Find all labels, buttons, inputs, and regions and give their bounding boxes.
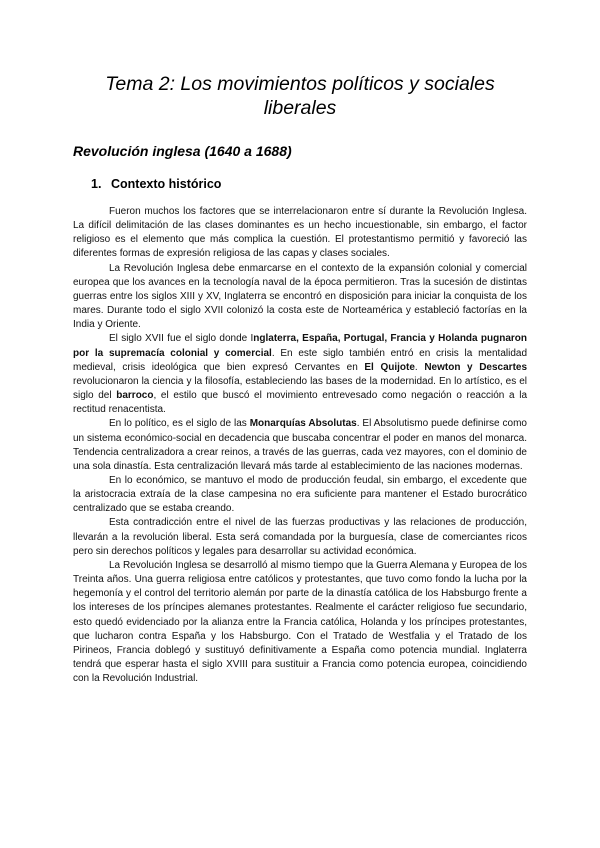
paragraph-3: El siglo XVII fue el siglo donde Inglaterra, España, Portugal, Francia y Holanda pugnaron por la supremacía colonial y comercial. En este siglo también entró en crisis la mentalidad medieval, crisis ideológica que bien expresó Cervantes en El Quijote. Newton y Descartes revolucionaron la ciencia y la filosofía, estableciendo las bases de la modernidad. En lo artístico, es el siglo del barroco, el estilo que buscó el movimiento entrevesado como negación o reacción a la rectitud renacentista. [73,333,528,416]
paragraph-2: La Revolución Inglesa debe enmarcarse en el contexto de la expansión colonial y comercial europea que los avances en la tecnología naval de la época permitieron. Tras la sucesión de distintas guerras entre los siglos XIII y XV, Inglaterra se encontró en disposición para iniciar la conquista de los mares. Durante todo el siglo XVII colonizó la costa este de Norteamérica y estableció factorías en la India y Oriente. [73,262,527,331]
section-number: 1. [91,177,102,191]
paragraph-1: Fueron muchos los factores que se interrelacionaron entre sí durante la Revolución Inglesa. La difícil delimitación de las clases dominantes es un hecho incuestionable, sin embargo, el factor religioso es el elemento que más complica la cuestión. El protestantismo permitió y favoreció las diferentes formas de expresión religiosa de las capas y clases sociales. [73,206,527,260]
paragraph-4: En lo político, es el siglo de las Monarquías Absolutas. El Absolutismo puede definirse como un sistema económico-social en decadencia que buscaba concentrar el poder en manos del monarca. Tendencia centralizadora a crear reinos, a través de las guerras, cada vez mayores, con el dominio de una sola dinastía. Esta centralización llevará más tarde al establecimiento de las naciones modernas. [73,418,527,472]
subtitle: Revolución inglesa (1640 a 1688) [73,143,292,159]
paragraph-7: La Revolución Inglesa se desarrolló al mismo tiempo que la Guerra Alemana y Europea de los Treinta años. Una guerra religiosa entre católicos y protestantes, que tuvo como fondo la lucha por la hegemonía y el control del territorio alemán por parte de la dinastía católica de los Habsburgo frente a los intereses de los príncipes alemanes protestantes. Realmente el carácter religioso fue secundario, esto quedó evidenciado por la alianza entre la Francia católica, Holanda y los príncipes protestantes, que lucharon contra España y los Habsburgo. Con el Tratado de Westfalia y el Tratado de los Pirineos, Francia doblegó y sustituyó definitivamente a España como potencia mundial. Inglaterra tendrá que esperar hasta el siglo XVIII para sustituir a Francia como potencia europea, coincidiendo con la Revolución Industrial. [73,559,527,685]
paragraph-5: En lo económico, se mantuvo el modo de producción feudal, sin embargo, el excedente que la aristocracia extraía de la clase campesina no era suficiente para mantener el Estado burocrático centralizado que se estaba creando. [73,474,527,515]
section-title: Contexto histórico [111,177,222,191]
paragraph-6: Esta contradicción entre el nivel de las fuerzas productivas y las relaciones de producción, llevarán a la revolución liberal. Esta será comandada por la burguesía, clase de comerciantes ricos pero sin derechos políticos y legales para desarrollar su actividad económica. [73,517,527,557]
section-heading [91,177,221,191]
body-text [73,205,527,686]
page-title: Tema 2: Los movimientos políticos y sociales liberales [105,73,495,119]
